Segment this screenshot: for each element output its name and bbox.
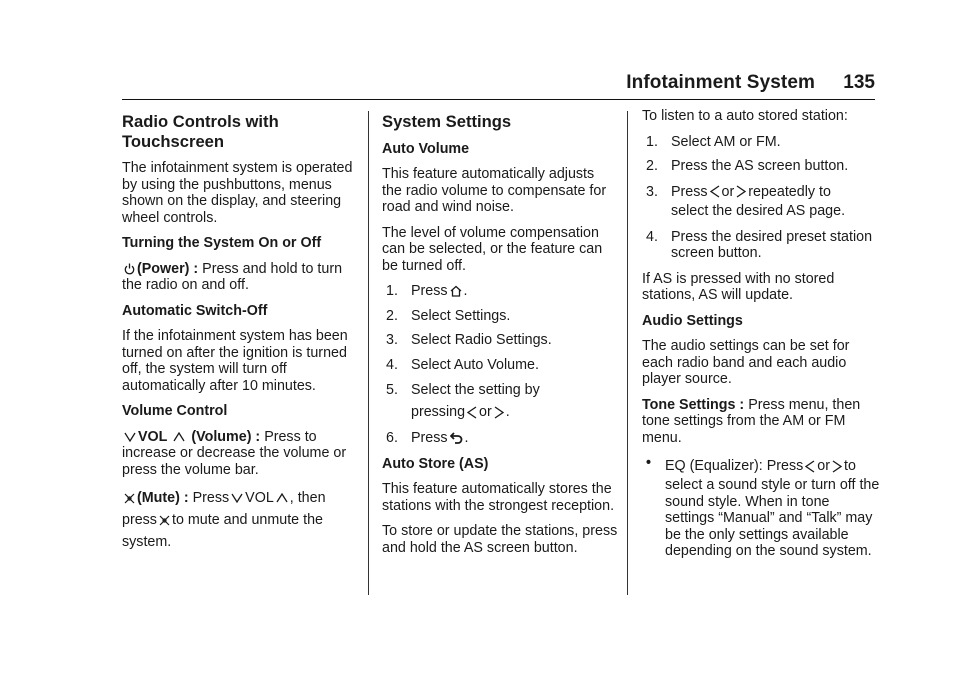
step-number: 4.	[646, 228, 658, 245]
step-text: repeatedly to	[748, 183, 831, 200]
step-text: Select Settings.	[411, 307, 511, 324]
volume-label: (Volume) :	[191, 428, 261, 445]
subheading: Auto Store (AS)	[382, 455, 489, 472]
steps-list	[642, 134, 882, 262]
mute-icon	[159, 515, 170, 526]
mute-paragraph	[122, 487, 358, 553]
step-number: 2.	[646, 158, 658, 174]
bullet-dot: •	[646, 455, 652, 471]
bullet-text: or	[817, 458, 830, 474]
section-title: Infotainment System	[626, 72, 815, 93]
vol-text: VOL	[138, 428, 168, 445]
step-line: pressing or .	[411, 404, 510, 420]
step-text: select the desired AS page.	[671, 202, 846, 219]
paragraph: The level of volume compensation can be selected, or the feature can be turned off.	[382, 224, 603, 274]
chevron-left-icon	[805, 460, 815, 473]
bullet-text: EQ (Equalizer): Press	[665, 458, 804, 474]
subheading: Auto Volume	[382, 140, 470, 157]
step-text: Press	[411, 283, 448, 299]
section-heading: System Settings	[382, 112, 512, 131]
list-item	[382, 308, 618, 325]
step-text: Select AM or FM.	[671, 133, 781, 150]
paragraph: This feature automatically adjusts the radio volume to compensate for road and wind noise.	[382, 166, 607, 215]
chevron-left-icon	[710, 185, 720, 198]
step-text: Press the AS screen button.	[671, 158, 849, 174]
list-item	[642, 455, 882, 560]
subheading: Turning the System On or Off	[122, 235, 322, 251]
volume-paragraph	[122, 429, 358, 479]
chevron-left-icon	[467, 406, 477, 419]
step-number: 1.	[646, 133, 658, 150]
chevron-right-icon	[736, 185, 746, 198]
bullet-text: to	[843, 458, 856, 474]
bullet-line	[665, 455, 882, 477]
step-text: Press	[411, 430, 448, 446]
back-icon	[450, 432, 463, 444]
power-text: Press and hold to turn the radio on and off.	[122, 260, 343, 293]
step-text: Select the setting by	[411, 382, 540, 398]
steps-list	[382, 283, 618, 447]
bullet-text: select a sound style or turn off the sound style. When in tone settings “Manual” and “Talk” may be the only settings available depending on the sound system.	[665, 477, 880, 559]
tone-label: Tone Settings :	[642, 396, 745, 413]
tone-paragraph	[642, 397, 882, 447]
chevron-down-icon	[231, 493, 243, 503]
list-item	[642, 134, 882, 151]
list-item	[382, 381, 618, 422]
section-heading: Radio Controls with Touchscreen	[122, 112, 279, 151]
column-divider	[368, 111, 369, 595]
step-text: Press	[671, 183, 708, 200]
step-text: or	[479, 404, 492, 420]
chevron-right-icon	[832, 460, 842, 473]
step-number: 1.	[386, 283, 398, 299]
tone-text: Press menu, then tone settings from the AM or FM menu.	[642, 396, 861, 446]
list-item	[642, 229, 882, 262]
power-label: (Power) :	[137, 260, 199, 277]
subheading: Volume Control	[122, 403, 228, 419]
step-text: Select Auto Volume.	[411, 356, 539, 373]
column-divider	[627, 111, 628, 595]
column-system-settings	[382, 108, 618, 565]
chevron-up-icon	[276, 493, 288, 503]
paragraph: The audio settings can be set for each radio band and each audio player source.	[642, 338, 850, 387]
step-number: 3.	[386, 332, 398, 348]
step-number: 2.	[386, 307, 398, 324]
column-radio-controls	[122, 108, 358, 562]
page-header	[122, 0, 875, 100]
mute-icon	[124, 493, 135, 504]
chevron-right-icon	[494, 406, 504, 419]
mute-press2-text: press	[122, 512, 157, 528]
step-number: 4.	[386, 356, 398, 373]
power-paragraph	[122, 261, 358, 294]
step-text: or	[721, 183, 735, 200]
list-item	[642, 183, 882, 221]
paragraph: If the infotainment system has been turned on after the ignition is turned off, the system will turn off automatically after 10 minutes.	[122, 328, 348, 394]
step-text: pressing	[411, 404, 466, 420]
home-icon	[450, 285, 462, 297]
step-number: 5.	[386, 382, 398, 398]
step-number: 6.	[386, 430, 398, 446]
mute-press-text: Press	[192, 490, 230, 506]
paragraph: To store or update the stations, press and hold the AS screen button.	[382, 523, 618, 556]
mute-rest-text: to mute and unmute the system.	[122, 512, 323, 550]
mute-then-text: , then	[289, 490, 326, 506]
mute-label: (Mute) :	[137, 490, 189, 506]
step-number: 3.	[646, 183, 658, 200]
list-item: 6. Press .	[386, 430, 469, 446]
column-auto-store	[642, 108, 882, 569]
paragraph: If AS is pressed with no stored stations, AS will update.	[642, 270, 835, 303]
subheading: Audio Settings	[642, 312, 743, 329]
list-item: 1. Press .	[386, 283, 468, 299]
subheading: Automatic Switch-Off	[122, 302, 268, 319]
step-text: Select Radio Settings.	[411, 332, 552, 348]
list-item	[382, 357, 618, 374]
mute-vol-text: VOL	[245, 490, 274, 506]
step-text: Press the desired preset station screen button.	[671, 228, 873, 261]
paragraph: The infotainment system is operated by using the pushbuttons, menus shown on the display, and steering wheel controls.	[122, 160, 353, 226]
power-icon	[124, 263, 135, 275]
paragraph: This feature automatically stores the stations with the strongest reception.	[382, 481, 615, 514]
volume-desc: Press to increase or decrease the volume or press the volume bar.	[122, 428, 347, 478]
chevron-up-icon	[173, 432, 185, 442]
page-number: 135	[843, 72, 875, 93]
chevron-down-icon	[124, 432, 136, 442]
paragraph: To listen to a auto stored station:	[642, 108, 848, 124]
list-item	[382, 332, 618, 349]
list-item	[642, 158, 882, 175]
